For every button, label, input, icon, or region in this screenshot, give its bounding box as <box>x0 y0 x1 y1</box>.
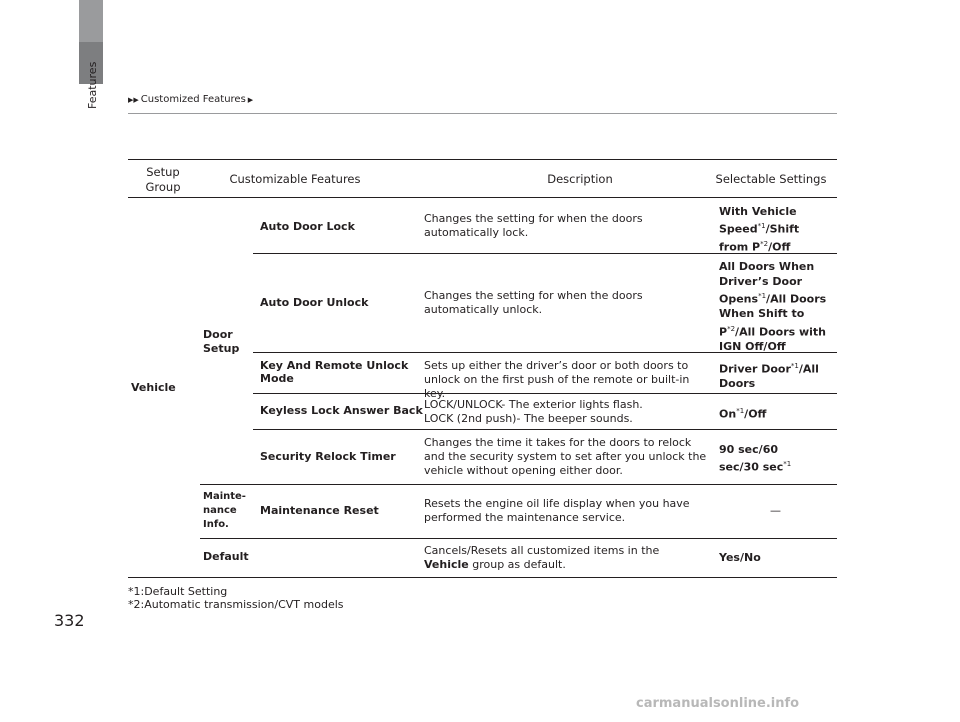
row-divider <box>200 484 837 485</box>
description-key-remote-unlock-mode: Sets up either the driver’s door or both doors to unlock on the first push of the remote or built-in key. <box>424 359 690 400</box>
chevron-right-icon: ▶▶ <box>128 95 139 104</box>
sidebar-label: Features <box>86 62 99 110</box>
table-bottom-rule <box>128 577 837 578</box>
breadcrumb[interactable] <box>128 94 255 105</box>
row-divider <box>253 429 837 430</box>
settings-maintenance-reset: — <box>770 504 781 517</box>
description-default: Cancels/Resets all customized items in the Vehicle group as default. <box>424 544 660 571</box>
footnote-default-setting: *1:Default Setting <box>128 585 228 598</box>
page-number: 332 <box>54 611 85 630</box>
watermark: carmanualsonline.info <box>636 696 800 711</box>
description-auto-door-unlock: Changes the setting for when the doors automatically unlock. <box>424 289 643 316</box>
sidebar-tab[interactable] <box>79 0 103 42</box>
description-auto-door-lock: Changes the setting for when the doors automatically lock. <box>424 212 643 239</box>
footnote-transmission: *2:Automatic transmission/CVT models <box>128 598 344 611</box>
settings-keyless-lock-answer-back: On$^{*1}$/Off <box>719 407 767 421</box>
chevron-right-icon: ▶ <box>247 95 254 104</box>
settings-key-remote-unlock-mode: Driver Door$^{*1}$/All Doors <box>719 362 819 390</box>
group-vehicle: Vehicle <box>131 381 176 394</box>
header-rule <box>128 113 837 114</box>
feature-auto-door-lock: Auto Door Lock <box>260 220 355 233</box>
table-header-rule <box>128 197 837 198</box>
feature-keyless-lock-answer-back: Keyless Lock Answer Back <box>260 404 423 417</box>
feature-security-relock-timer: Security Relock Timer <box>260 450 396 463</box>
description-security-relock-timer: Changes the time it takes for the doors to relock and the security system to set after you unlock the vehicle without opening either door. <box>424 436 707 477</box>
header-selectable-settings: Selectable Settings <box>715 172 827 186</box>
subgroup-maintenance-info: Mainte- nance Info. <box>203 491 246 530</box>
description-maintenance-reset: Resets the engine oil life display when you have performed the maintenance service. <box>424 497 690 524</box>
row-divider <box>200 538 837 539</box>
feature-maintenance-reset: Maintenance Reset <box>260 504 379 517</box>
header-setup-group: Setup Group <box>145 165 181 194</box>
breadcrumb-section: Customized Features <box>140 94 246 105</box>
description-keyless-lock-answer-back: LOCK/UNLOCK- The exterior lights flash. LOCK (2nd push)- The beeper sounds. <box>424 398 643 425</box>
header-customizable-features: Customizable Features <box>229 172 361 186</box>
settings-security-relock-timer: 90 sec/60 sec/30 $\sec^{*1}$ <box>719 443 792 474</box>
settings-auto-door-unlock: All Doors When Driver’s Door Opens$^{*1}$/All Doors When Shift to $P^{*2}$/All Doors with IGN Off/Off <box>719 260 827 353</box>
feature-key-remote-unlock-mode: Key And Remote Unlock Mode <box>260 359 409 385</box>
subgroup-default: Default <box>203 550 249 563</box>
settings-default: Yes/No <box>719 551 761 564</box>
table-top-rule <box>128 159 837 160</box>
feature-auto-door-unlock: Auto Door Unlock <box>260 296 369 309</box>
subgroup-door-setup: Door Setup <box>203 328 240 355</box>
settings-auto-door-lock: With Vehicle Speed$^{*1}$/Shift from $P^{*2}$/Off <box>719 205 800 254</box>
header-description: Description <box>547 172 613 186</box>
